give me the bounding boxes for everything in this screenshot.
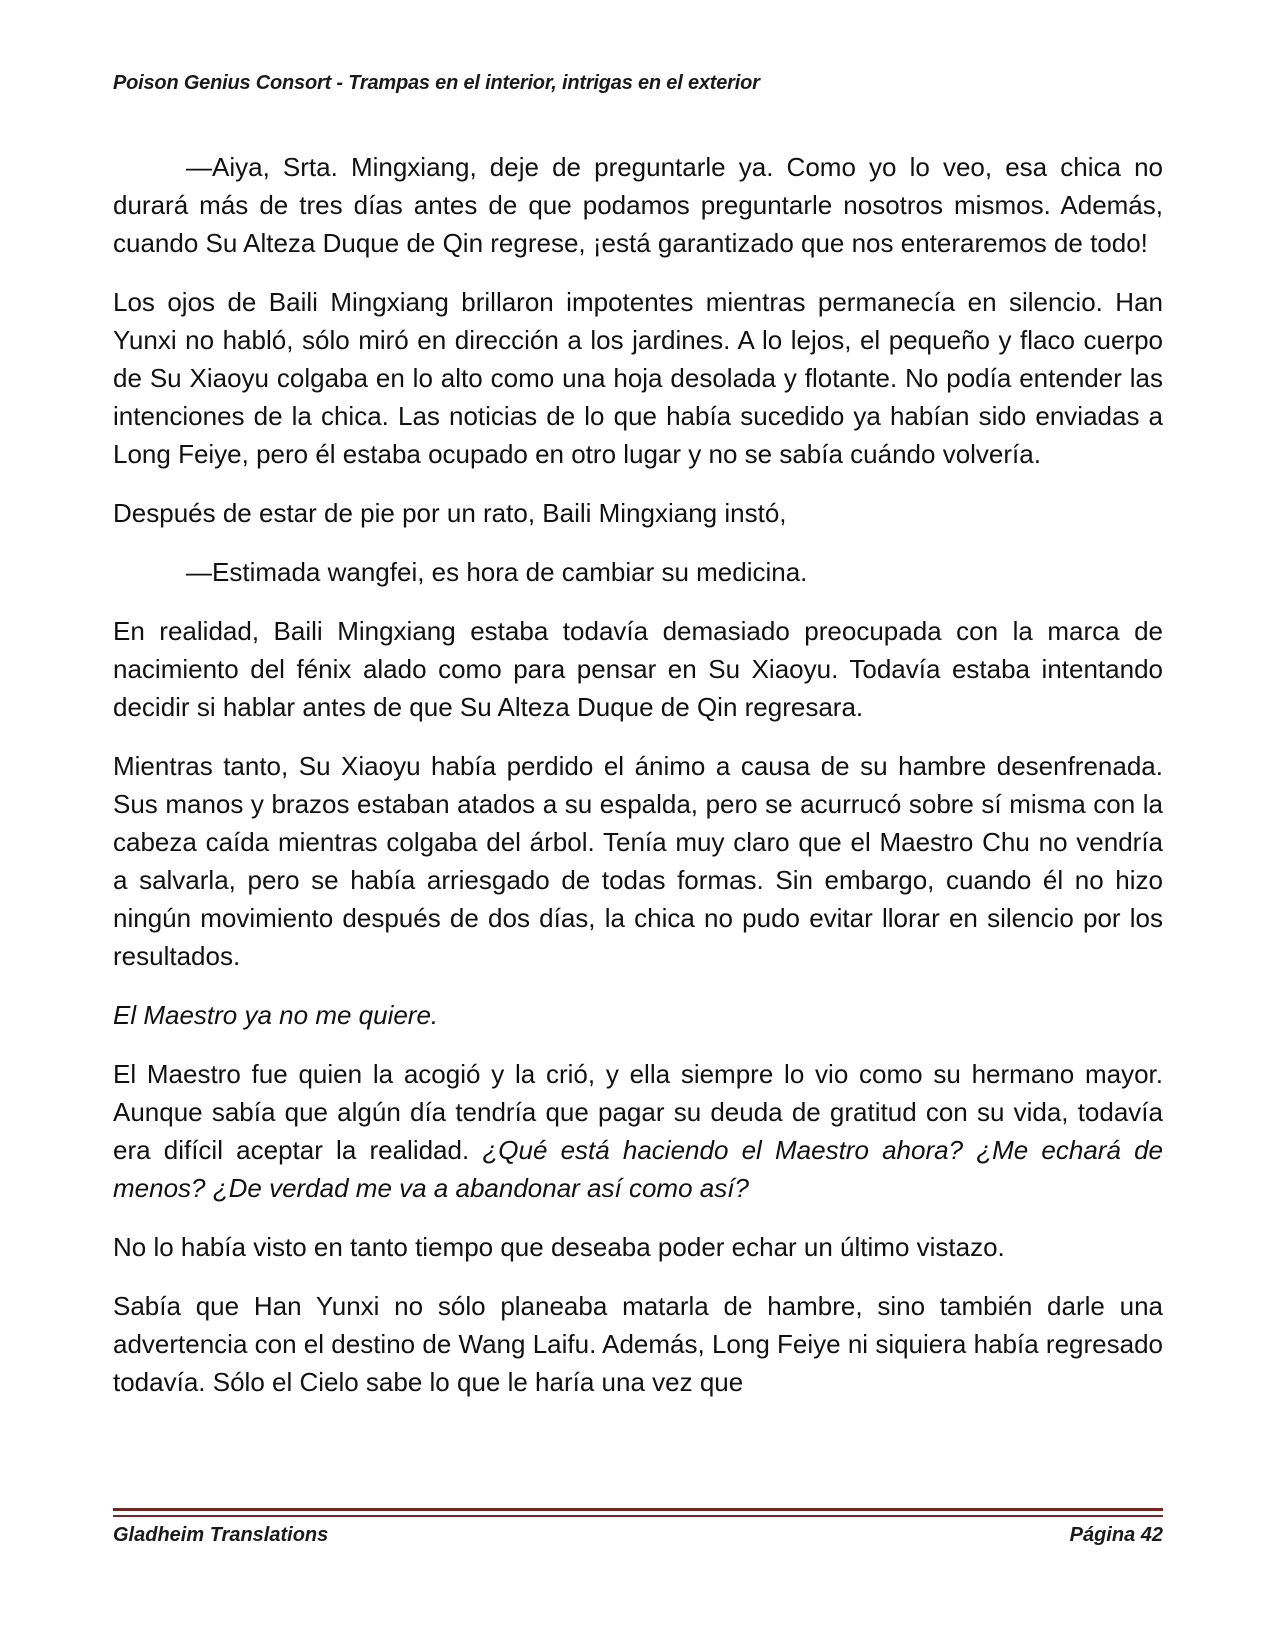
paragraph-thought: El Maestro ya no me quiere.	[113, 1000, 439, 1030]
paragraph-3: Después de estar de pie por un rato, Baili Mingxiang instó,	[113, 498, 787, 528]
paragraph-9: No lo había visto en tanto tiempo que deseaba poder echar un último vistazo.	[113, 1232, 1005, 1262]
footer-divider-thick	[113, 1508, 1163, 1511]
paragraph-5: En realidad, Baili Mingxiang estaba todavía demasiado preocupada con la marca de nacimiento del fénix alado como para pensar en Su Xiaoyu. Todavía estaba intentando decidir si hablar antes de que Su Alteza Duque de Qin regresara.	[113, 616, 1163, 722]
footer-publisher: Gladheim Translations	[113, 1524, 329, 1546]
footer-divider-thin	[113, 1515, 1163, 1517]
paragraph-8-plain: El Maestro fue quien la acogió y la crió, y ella siempre lo vio como su hermano mayor. Aunque sabía que algún día tendría que pagar su deuda de gratitud con su vida, todavía era difícil aceptar la realidad.	[113, 1059, 1163, 1165]
footer-page-number: Página 42	[1069, 1524, 1163, 1546]
paragraph-10: Sabía que Han Yunxi no sólo planeaba matarla de hambre, sino también darle una advertencia con el destino de Wang Laifu. Además, Long Feiye ni siquiera había regresado todavía. Sólo el Cielo sabe lo que le haría una vez que	[113, 1291, 1163, 1397]
paragraph-6: Mientras tanto, Su Xiaoyu había perdido el ánimo a causa de su hambre desenfrenada. Sus manos y brazos estaban atados a su espalda, pero se acurrucó sobre sí misma con la cabeza caída mientras colgaba del árbol. Tenía muy claro que el Maestro Chu no vendría a salvarla, pero se había arriesgado de todas formas. Sin embargo, cuando él no hizo ningún movimiento después de dos días, la chica no pudo evitar llorar en silencio por los resultados.	[113, 751, 1163, 971]
paragraph-8-italic-thought: ¿Qué está haciendo el Maestro ahora? ¿Me echará de menos? ¿De verdad me va a abandonar así como así?	[113, 1135, 1163, 1203]
paragraph-dialogue-2: —Estimada wangfei, es hora de cambiar su medicina.	[186, 557, 808, 587]
page-header-title: Poison Genius Consort - Trampas en el interior, intrigas en el exterior	[113, 72, 760, 94]
document-body	[113, 148, 1163, 1422]
paragraph-dialogue-1: —Aiya, Srta. Mingxiang, deje de preguntarle ya. Como yo lo veo, esa chica no durará más de tres días antes de que podamos preguntarle nosotros mismos. Además, cuando Su Alteza Duque de Qin regrese, ¡está garantizado que nos enteraremos de todo!	[113, 152, 1163, 258]
paragraph-8	[113, 1055, 1163, 1207]
paragraph-2: Los ojos de Baili Mingxiang brillaron impotentes mientras permanecía en silencio. Han Yunxi no habló, sólo miró en dirección a los jardines. A lo lejos, el pequeño y flaco cuerpo de Su Xiaoyu colgaba en lo alto como una hoja desolada y flotante. No podía entender las intenciones de la chica. Las noticias de lo que había sucedido ya habían sido enviadas a Long Feiye, pero él estaba ocupado en otro lugar y no se sabía cuándo volvería.	[113, 287, 1163, 469]
